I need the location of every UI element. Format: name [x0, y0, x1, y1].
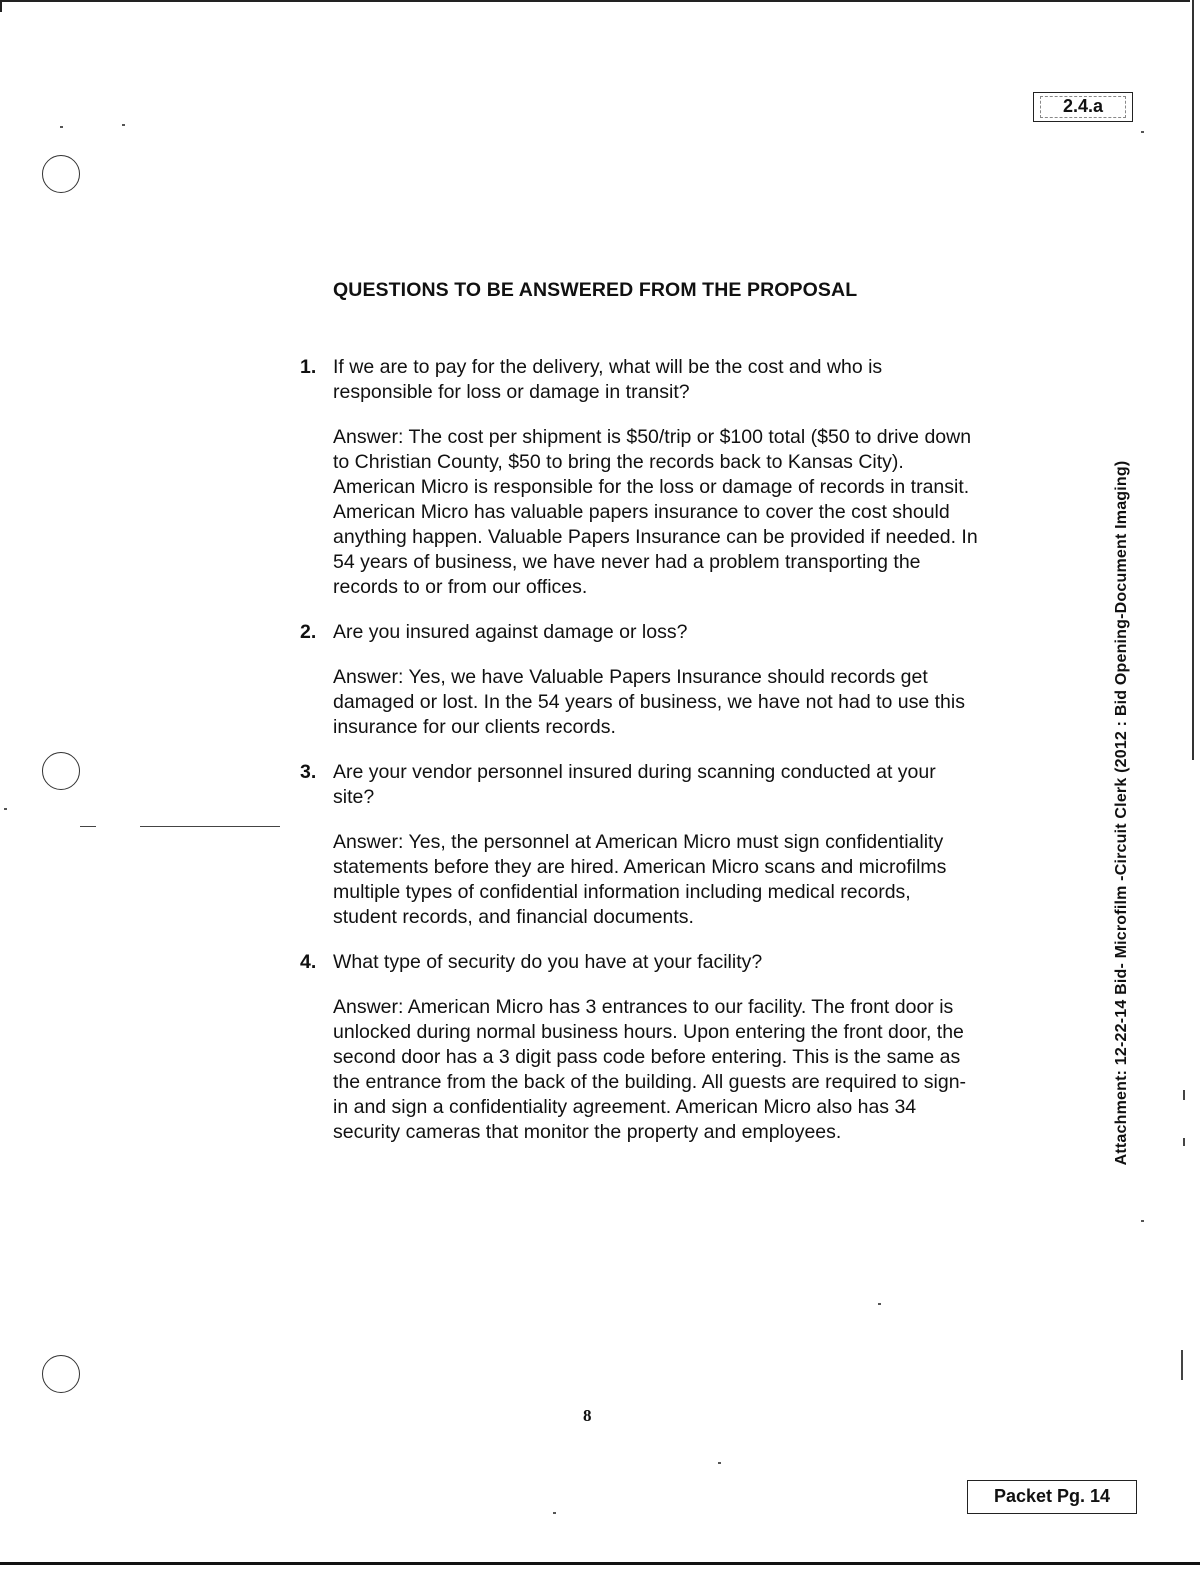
scan-top-edge-mark	[0, 0, 2, 12]
question-text: Are you insured against damage or loss?	[333, 621, 688, 643]
agenda-item-tag	[1033, 92, 1133, 122]
answer-text: Answer: Yes, the personnel at American Micro must sign confidentiality statements before they are hired. American Micro scans and microfilms multiple types of confidential information including medical records, student records, and financial documents.	[333, 831, 947, 928]
attachment-side-label: Attachment: 12-22-14 Bid- Microfilm -Circuit Clerk (2012 : Bid Opening-Document Imaging)	[1113, 460, 1130, 1166]
scan-bottom-rule	[0, 1562, 1200, 1565]
scan-speck	[878, 1303, 881, 1305]
scan-speck	[4, 808, 7, 810]
question-number: 4.	[300, 951, 317, 973]
page-number: 8	[583, 1406, 592, 1425]
scan-mark	[140, 826, 280, 827]
question-item	[300, 760, 980, 930]
packet-page-label: Packet Pg. 14	[993, 1486, 1111, 1506]
scan-mark	[1181, 1350, 1183, 1380]
question-item	[300, 950, 980, 1145]
answer-text: Answer: The cost per shipment is $50/trip or $100 total ($50 to drive down to Christian County, $50 to bring the records back to Kansas City). American Micro is responsible for the loss or damage of records in transit. American Micro has valuable papers insurance to cover the cost should anything happen. Valuable Papers Insurance can be provided if needed. In 54 years of business, we have never had a problem transporting the records to or from our offices.	[333, 426, 978, 598]
packet-page-box	[967, 1480, 1137, 1514]
scan-speck	[122, 124, 125, 126]
question-text: If we are to pay for the delivery, what will be the cost and who is responsible for loss or damage in transit?	[333, 356, 883, 403]
question-number: 1.	[300, 356, 317, 378]
answer-text: Answer: Yes, we have Valuable Papers Insurance should records get damaged or lost. In the 54 years of business, we have not had to use this insurance for our clients records.	[333, 666, 965, 738]
scan-mark	[1183, 1138, 1185, 1146]
scan-top-rule	[0, 0, 1190, 2]
scan-mark	[80, 826, 96, 827]
question-text: What type of security do you have at your facility?	[333, 951, 763, 973]
scan-speck	[553, 1512, 556, 1514]
scan-speck	[1141, 131, 1144, 133]
scan-speck	[718, 1462, 721, 1464]
question-item	[300, 355, 980, 600]
scan-right-edge-line	[1192, 0, 1194, 760]
page-title: QUESTIONS TO BE ANSWERED FROM THE PROPOSAL	[333, 279, 858, 301]
scan-speck	[1141, 1220, 1144, 1222]
punch-hole-top	[42, 155, 80, 193]
question-number: 2.	[300, 621, 317, 643]
scan-mark	[1183, 1090, 1185, 1100]
answer-text: Answer: American Micro has 3 entrances to our facility. The front door is unlocked during normal business hours. Upon entering the front door, the second door has a 3 digit pass code before entering. This is the same as the entrance from the back of the building. All guests are required to sign-in and sign a confidentiality agreement. American Micro also has 34 security cameras that monitor the property and employees.	[333, 996, 967, 1143]
punch-hole-bottom	[42, 1355, 80, 1393]
question-text: Are your vendor personnel insured during scanning conducted at your site?	[333, 761, 936, 808]
agenda-item-label: 2.4.a	[1062, 96, 1104, 116]
question-item	[300, 620, 980, 740]
tag-inner-border	[1040, 96, 1126, 118]
questions-list	[300, 355, 980, 1165]
question-number: 3.	[300, 761, 317, 783]
punch-hole-middle	[42, 752, 80, 790]
scan-speck	[60, 126, 63, 128]
